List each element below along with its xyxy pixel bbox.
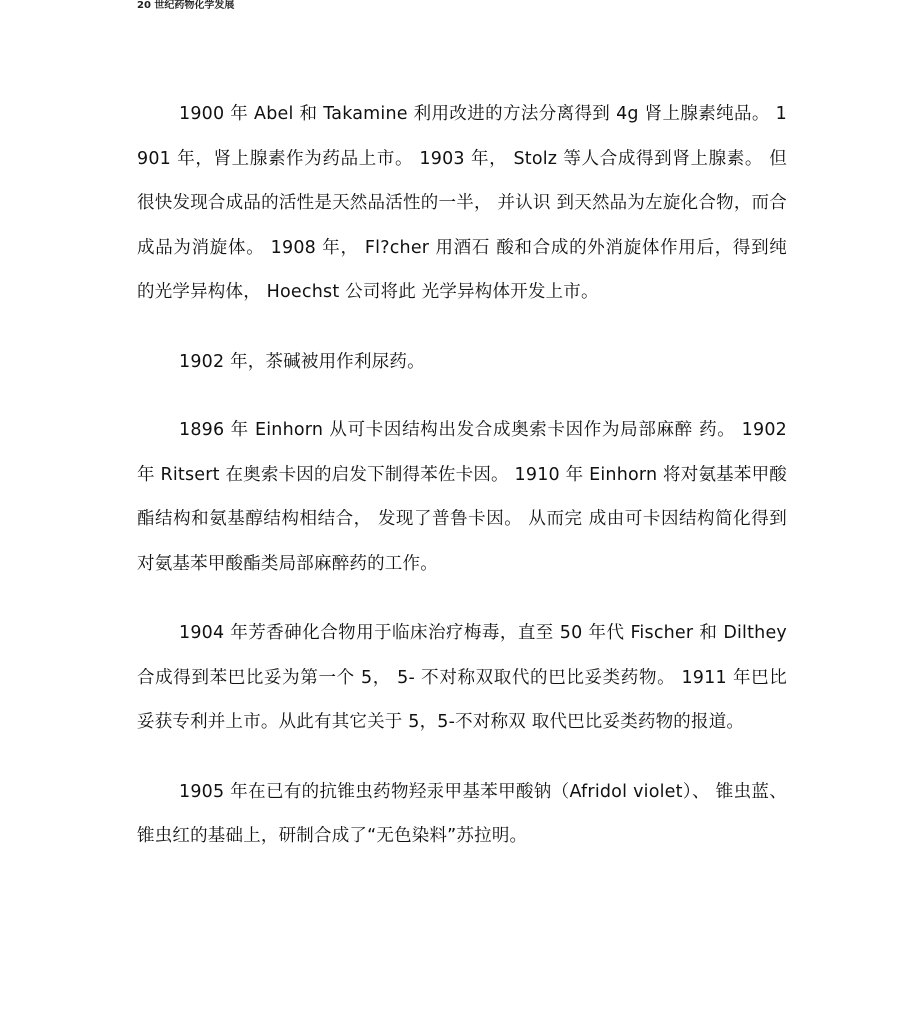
paragraph-local-anesthetics: 1896 年 Einhorn 从可卡因结构出发合成奥索卡因作为局部麻醉 药。 1902 年 Ritsert 在奥索卡因的启发下制得苯佐卡因。 1910 年 Einhorn 将对氨基苯甲酸酯结构和氨基醇结构相结合， 发现了普鲁卡因。 从而完 成由可卡因结构简化得到对氨基苯甲酸酯类局部麻醉药的工作。 — [137, 420, 787, 574]
document-body — [137, 92, 787, 859]
paragraph-theophylline: 1902 年，茶碱被用作利尿药。 — [179, 351, 425, 372]
paragraph-adrenaline: 1900 年 Abel 和 Takamine 利用改进的方法分离得到 4g 肾上腺素纯品。 1901 年，肾上腺素作为药品上市。 1903 年， Stolz 等人合成得到肾上腺素。 但很快发现合成品的活性是天然品活性的一半， 并认识 到天然品为左旋化合物，而合成品为消旋体。 1908 年， Fl?cher 用酒石 酸和合成的外消旋体作用后，得到纯的光学异构体， Hoechst 公司将此 光学异构体开发上市。 — [137, 104, 787, 302]
page-header: 20 世纪药物化学发展 — [137, 0, 235, 11]
paragraph-barbiturates: 1904 年芳香砷化合物用于临床治疗梅毒，直至 50 年代 Fischer 和 Dilthey 合成得到苯巴比妥为第一个 5， 5- 不对称双取代的巴比妥类药物。 1911 年巴比妥获专利并上市。从此有其它关于 5，5-不对称双 取代巴比妥类药物的报道。 — [137, 623, 787, 732]
paragraph-suramin: 1905 年在已有的抗锥虫药物羟汞甲基苯甲酸钠（Afridol violet）、 锥虫蓝、锥虫红的基础上，研制合成了“无色染料”苏拉明。 — [137, 781, 787, 846]
